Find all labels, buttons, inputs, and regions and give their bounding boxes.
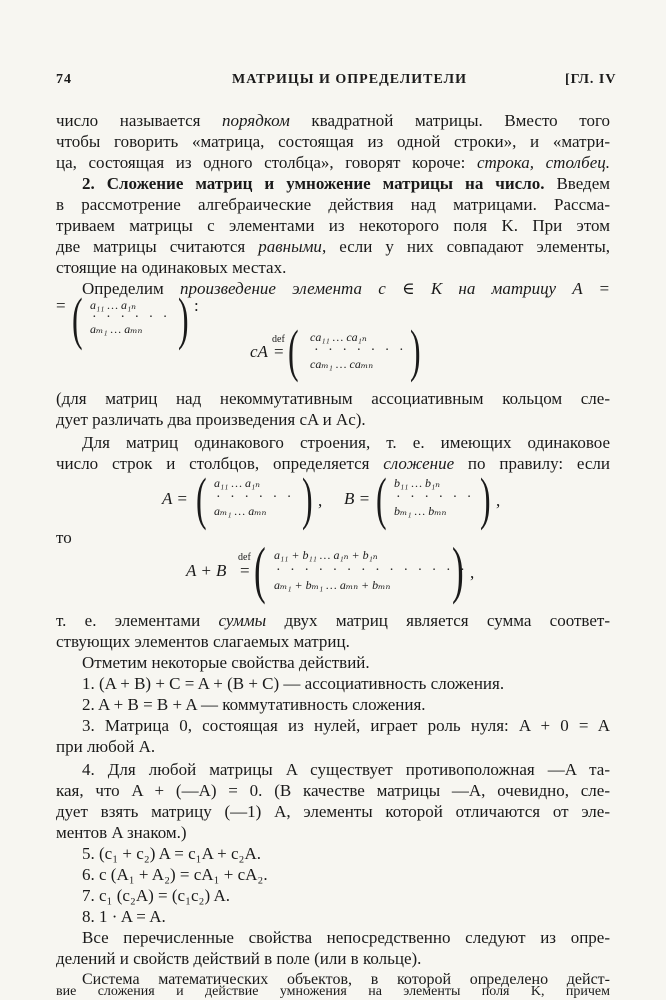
para1-line2: чтобы говорить «матрица, состоящая из одной строки», и «матри-	[56, 132, 610, 151]
para4-line1: (для матриц над некоммутативным ассоциативным кольцом сле-	[56, 389, 610, 408]
sum-row1: a₁₁ + b₁₁ … a₁ₙ + b₁ₙ	[274, 548, 378, 562]
prop-2: 2. A + B = B + A — коммутативность сложения.	[82, 695, 426, 714]
prop-7: 7. c₁ (c₂A) = (c₁c₂) A.	[82, 886, 230, 905]
page-number: 74	[56, 72, 72, 87]
para8-line1: Система математических объектов, в которой определено дейст-	[82, 971, 610, 988]
cA-left-paren: (	[288, 318, 299, 383]
B-row1: b₁₁ … b₁ₙ	[394, 476, 441, 490]
def-label: def	[272, 334, 285, 345]
prop-8: 8. 1 · A = A.	[82, 907, 166, 926]
colon: :	[194, 296, 199, 315]
A-row1: a₁₁ … a₁ₙ	[214, 476, 261, 490]
matrix-right-paren: )	[178, 286, 189, 351]
running-title: МАТРИЦЫ И ОПРЕДЕЛИТЕЛИ	[232, 72, 467, 87]
sum-comma: ,	[470, 563, 475, 582]
sum-def-eq: =	[240, 561, 250, 580]
B-right-paren: )	[480, 466, 491, 531]
sum-row2: · · · · · · · · · · · · · ·	[276, 563, 468, 578]
A-row3: aₘ₁ … aₘₙ	[214, 504, 267, 518]
sum-lhs: A + B	[186, 561, 227, 580]
matrix-row2: · · · · · ·	[92, 310, 171, 325]
prop-3-line1: 3. Матрица 0, состоящая из нулей, играет роль нуля: A + 0 = A	[82, 716, 610, 735]
cA-row1: ca₁₁ … ca₁ₙ	[310, 330, 367, 344]
matrix-row3: aₘ₁ … aₘₙ	[90, 322, 143, 336]
para2-line2: в рассмотрение алгебраические действия над матрицами. Рассма-	[56, 195, 610, 214]
prop-4-line2: кая, что A + (—A) = 0. (В качестве матрицы —A, очевидно, сле-	[56, 781, 610, 800]
prop-1: 1. (A + B) + C = A + (B + C) — ассоциативность сложения.	[82, 674, 505, 693]
prop-4-line1: 4. Для любой матрицы A существует противоположная —A та-	[82, 760, 610, 779]
A-row2: · · · · · ·	[216, 490, 295, 505]
para3-line1: Определим произведение элемента c ∈ K на матрицу A =	[82, 279, 610, 298]
eq-prefix: =	[56, 296, 66, 315]
para5-line2: число строк и столбцов, определяется сложение по правилу: если	[56, 454, 610, 473]
formula-cA-lhs: cA	[250, 342, 268, 361]
prop-4-line4: ментов A знаком.)	[56, 823, 187, 842]
matrix-left-paren: (	[72, 286, 83, 351]
A-right-paren: )	[302, 466, 313, 531]
chapter-label: [ГЛ. IV	[565, 72, 617, 87]
para5-line1: Для матриц одинакового строения, т. е. имеющих одинаковое	[82, 433, 610, 452]
para7-line2: делений и свойств действий в поле (или в кольце).	[56, 949, 422, 968]
para2-line4: две матрицы считаются равными, если у них совпадают элементы,	[56, 237, 610, 256]
para4-line2: дует различать два произведения cA и Ac).	[56, 410, 366, 429]
A-comma: ,	[318, 491, 323, 510]
matrix-row1: a₁₁ … a₁ₙ	[90, 298, 137, 312]
sum-def-label: def	[238, 552, 251, 563]
B-row3: bₘ₁ … bₘₙ	[394, 504, 447, 518]
sum-right-paren: )	[452, 534, 464, 605]
prop-3-line2: при любой A.	[56, 737, 156, 756]
props-intro: Отметим некоторые свойства действий.	[82, 653, 370, 672]
A-def-lhs: A =	[162, 489, 188, 508]
para8-line2: вие сложения и действие умножения на элементы поля K, причем	[56, 984, 610, 999]
to-word: то	[56, 528, 72, 547]
B-def-lhs: B =	[344, 489, 371, 508]
cA-right-paren: )	[410, 318, 421, 383]
sum-row3: aₘ₁ + bₘ₁ … aₘₙ + bₘₙ	[274, 578, 391, 592]
prop-6: 6. c (A₁ + A₂) = cA₁ + cA₂.	[82, 865, 268, 884]
para6-line2: ствующих элементов слагаемых матриц.	[56, 632, 350, 651]
cA-row3: caₘ₁ … caₘₙ	[310, 357, 374, 371]
para2-line3: триваем матрицы с элементами из некоторого поля K. При этом	[56, 216, 610, 235]
def-eq: =	[274, 342, 284, 361]
para1-line1: число называется порядком квадратной матрицы. Вместо того	[56, 111, 610, 130]
A-left-paren: (	[196, 466, 207, 531]
sum-left-paren: (	[254, 534, 266, 605]
prop-4-line3: дует взять матрицу (—1) A, элементы которой отличаются от эле-	[56, 802, 610, 821]
cA-row2: · · · · · · ·	[314, 343, 407, 358]
B-comma: ,	[496, 491, 501, 510]
B-row2: · · · · · ·	[396, 490, 475, 505]
para2-line5: стоящие на одинаковых местах.	[56, 258, 287, 277]
B-left-paren: (	[376, 466, 387, 531]
prop-5: 5. (c₁ + c₂) A = c₁A + c₂A.	[82, 844, 261, 863]
para1-line3: ца, состоящая из одного столбца», говорят короче: строка, столбец.	[56, 153, 611, 172]
section-heading: 2. Сложение матриц и умножение матрицы на число. Введем	[82, 174, 611, 193]
para6-line1: т. е. элементами суммы двух матриц является сумма соответ-	[56, 611, 610, 630]
para7-line1: Все перечисленные свойства непосредственно следуют из опре-	[82, 928, 610, 947]
